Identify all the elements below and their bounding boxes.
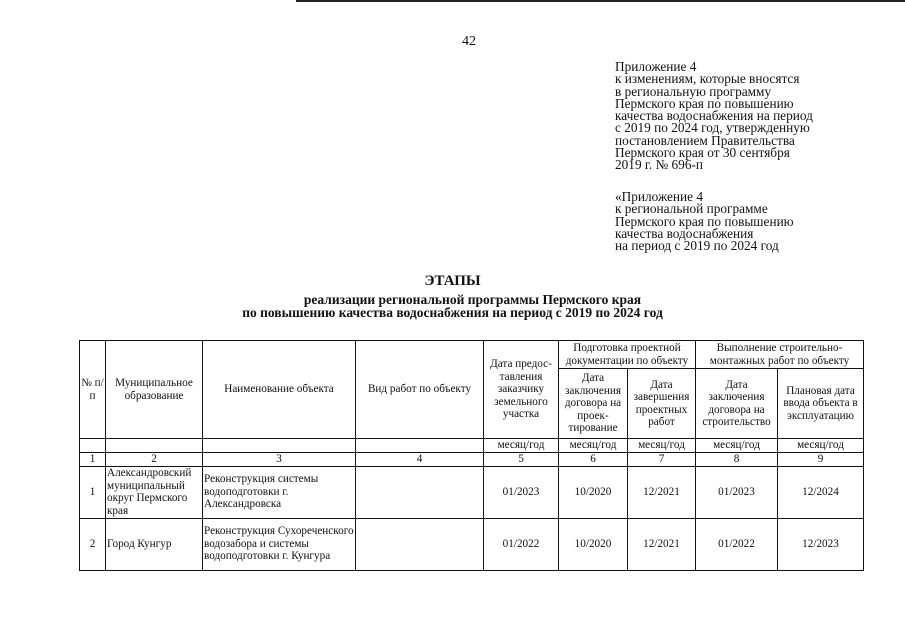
- annex-line: 2019 г. № 696-п: [615, 157, 704, 173]
- column-number: 1: [80, 453, 106, 467]
- column-number: 9: [778, 453, 864, 467]
- column-number: 4: [356, 453, 484, 467]
- top-rule: [296, 0, 905, 2]
- units-blank: [203, 439, 356, 453]
- units-blank: [106, 439, 203, 453]
- column-number: 8: [696, 453, 778, 467]
- header-land-date: Дата предос-тавления заказчику земельного участка: [484, 341, 559, 439]
- annex-program-block: [615, 191, 794, 252]
- header-municipality: Муниципальное образование: [106, 341, 203, 439]
- page-number: 42: [462, 34, 476, 49]
- cell-municipality: Александровский муниципальный округ Пермского края: [106, 466, 203, 518]
- cell-construction-contract: 01/2022: [696, 518, 778, 570]
- cell-construction-contract: 01/2023: [696, 466, 778, 518]
- annex-line: Пермского края по повышению: [615, 213, 794, 229]
- units-cell: месяц/год: [628, 439, 696, 453]
- cell-design-contract: 10/2020: [559, 518, 628, 570]
- document-title: ЭТАПЫ: [424, 273, 481, 289]
- cell-municipality: Город Кунгур: [106, 518, 203, 570]
- cell-commissioning: 12/2023: [778, 518, 864, 570]
- units-cell: месяц/год: [778, 439, 864, 453]
- cell-num: 1: [80, 466, 106, 518]
- cell-commissioning: 12/2024: [778, 466, 864, 518]
- header-object: Наименование объекта: [203, 341, 356, 439]
- units-cell: месяц/год: [559, 439, 628, 453]
- column-number: 7: [628, 453, 696, 467]
- cell-work-type: [356, 518, 484, 570]
- annex-line: Пермского края по повышению: [615, 95, 794, 111]
- stages-table: [79, 340, 864, 571]
- annex-line: Приложение 4: [615, 59, 697, 74]
- header-design-complete: Дата завершения проектных работ: [628, 369, 696, 439]
- cell-work-type: [356, 466, 484, 518]
- annex-line: к изменениям, которые вносятся: [615, 71, 800, 87]
- units-blank: [80, 439, 106, 453]
- units-blank: [356, 439, 484, 453]
- column-number: 5: [484, 453, 559, 467]
- annex-line: к региональной программе: [615, 201, 768, 217]
- cell-num: 2: [80, 518, 106, 570]
- annex-line: качества водоснабжения на период: [615, 108, 813, 124]
- header-design-group: Подготовка проектной документации по объекту: [559, 341, 696, 369]
- cell-object: Реконструкция системы водоподготовки г. Александровска: [203, 466, 356, 518]
- annex-amendment-block: [615, 61, 813, 172]
- header-construction-group: Выполнение строительно-монтажных работ по объекту: [696, 341, 864, 369]
- annex-line: постановлением Правительства: [615, 132, 795, 148]
- cell-land-date: 01/2022: [484, 518, 559, 570]
- header-commissioning: Плановая дата ввода объекта в эксплуатацию: [778, 369, 864, 439]
- annex-line: Пермского края от 30 сентября: [615, 145, 790, 161]
- cell-land-date: 01/2023: [484, 466, 559, 518]
- header-num: № п/п: [80, 341, 106, 439]
- cell-design-contract: 10/2020: [559, 466, 628, 518]
- cell-design-complete: 12/2021: [628, 518, 696, 570]
- table-row: [80, 518, 864, 570]
- annex-line: на период с 2019 по 2024 год: [615, 238, 779, 254]
- cell-design-complete: 12/2021: [628, 466, 696, 518]
- cell-object: Реконструкция Сухореченского водозабора и системы водоподготовки г. Кунгура: [203, 518, 356, 570]
- column-number: 6: [559, 453, 628, 467]
- column-number: 3: [203, 453, 356, 467]
- annex-line: «Приложение 4: [615, 189, 703, 204]
- annex-line: в региональную программу: [615, 83, 772, 99]
- header-design-contract: Дата заключения договора на проек-тирование: [559, 369, 628, 439]
- units-cell: месяц/год: [484, 439, 559, 453]
- document-subtitle-line1: реализации региональной программы Пермского края: [303, 292, 642, 307]
- header-work-type: Вид работ по объекту: [356, 341, 484, 439]
- column-number: 2: [106, 453, 203, 467]
- units-cell: месяц/год: [696, 439, 778, 453]
- table-row: [80, 466, 864, 518]
- annex-line: качества водоснабжения: [615, 225, 754, 241]
- annex-line: с 2019 по 2024 год, утвержденную: [615, 120, 810, 136]
- header-construction-contract: Дата заключения договора на строительство: [696, 369, 778, 439]
- document-subtitle-line2: по повышению качества водоснабжения на период с 2019 по 2024 год: [242, 305, 663, 320]
